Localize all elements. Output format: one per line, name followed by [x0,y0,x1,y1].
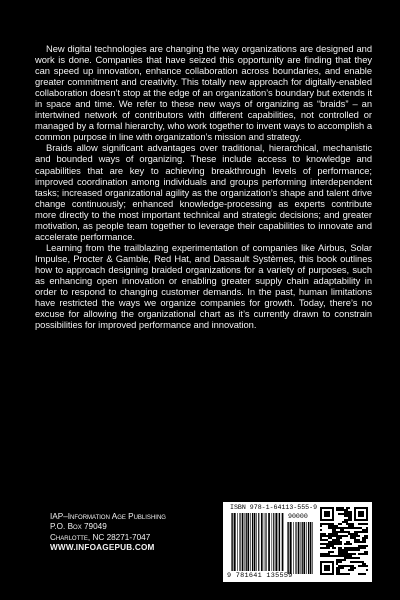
blurb-paragraph-1: New digital technologies are changing the way organizations are designed and work is done. Companies that have seized this opportunity are finding that they can speed up innovation, enhance collaboration across boundaries, and enable greater commitment and creativity. This totally new approach for digitally-enabled collaboration doesn’t stop at the edge of an organization’s boundary but extends it in space and time. We refer to these new ways of organizing as “braids” – an intertwined network of contributors with different capabilities, not controlled or managed by a formal hierarchy, who work together to invent ways to accomplish a common purpose in line with organization’s mission and strategy. [35,43,372,143]
blurb-text [35,43,372,330]
publisher-city: Charlotte, NC 28271-7047 [50,532,151,542]
blurb-paragraph-3: Learning from the trailblazing experimentation of companies like Airbus, Solar Impulse, Procter & Gamble, Red Hat, and Dassault Systèmes, this book outlines how to approach designing braided organizations for a variety of purposes, such as enhancing open innovation or enabling greater supply chain adaptability in order to respond to changing customer demands. In the past, human limitations have restricted the ways we organize companies for growth. Today, there’s no excuse for allowing the organizational chart as it’s currently drawn to constrain possibilities for improved performance and innovation. [35,241,372,331]
ean-barcode [231,513,285,571]
publisher-name: IAP–Information Age Publishing [50,512,166,521]
publisher-website: WWW.INFOAGEPUB.COM [50,543,155,553]
price-addon-barcode [287,522,313,574]
barcode-panel [223,502,372,582]
isbn-label: ISBN 978-1-64113-555-9 [230,504,318,511]
qr-code [320,507,368,575]
publisher-box: P.O. Box 79049 [50,522,107,532]
publisher-info [50,512,210,554]
barcode-digits: 9 781641 135559 [227,572,293,580]
price-code: 90000 [288,513,308,520]
blurb-paragraph-2: Braids allow significant advantages over traditional, hierarchical, mechanistic and bounded ways of organizing. These include access to knowledge and capabilities that are key to achieving breakthrough levels of performance; improved coordination among individuals and groups performing interdependent tasks; increased organizational agility as the organization’s shape and talent drive change continuously; enhanced knowledge-processing as experts contribute more directly to the most important technical and strategic decisions; and greater motivation, as people team together to leverage their capabilities to innovate and accelerate performance. [35,142,372,242]
